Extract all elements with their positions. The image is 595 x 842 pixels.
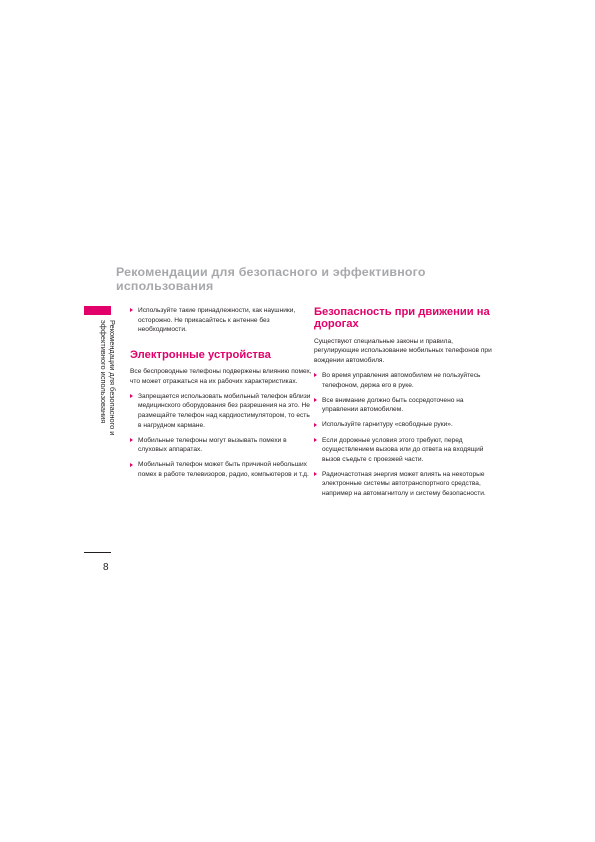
list-item [314,396,497,415]
list-item [130,306,313,335]
side-section-label: Рекомендации для безопасного и эффективного использования [99,320,117,436]
page-number: 8 [103,562,109,573]
side-accent-bar [84,306,111,315]
section-intro: Существуют специальные законы и правила, регулирующие использование мобильных телефонов при вождении автомобиля. [314,337,492,364]
bullet-arrow-icon [130,463,133,467]
bullet-text: Радиочастотная энергия может влиять на некоторые электронные системы автотранспортного средства, например на автомагнитолу и систему безопасности. [322,470,486,498]
list-item [314,371,497,390]
list-item [314,436,497,465]
section-intro: Все беспроводные телефоны подвержены влиянию помех, что может отражаться на их рабочих характеристиках. [130,368,312,385]
bullet-text: Используйте гарнитуру «свободные руки». [322,421,453,429]
list-item [130,392,313,430]
list-item [130,460,313,479]
bullet-arrow-icon [314,398,317,402]
list-item [314,470,497,499]
bullet-text: Запрещается использовать мобильный телефон вблизи медицинского оборудования без разрешения на это. Не размещайте телефон над кардиостимулятором, то есть в нагрудном кармане. [138,392,311,429]
bullet-text: Во время управления автомобилем не пользуйтесь телефоном, держа его в руке. [322,372,481,389]
bullet-arrow-icon [314,438,317,442]
list-item [314,420,497,430]
bullet-arrow-icon [130,394,133,398]
footer-rule [84,552,111,553]
section-heading-road-safety: Безопасность при движении на дорогах [314,306,490,331]
page-title: Рекомендации для безопасного и эффективного использования [116,265,426,293]
bullet-arrow-icon [314,472,317,476]
right-column [314,306,497,504]
bullet-text: Если дорожные условия этого требуют, перед осуществлением вызова или до ответа на входящий вызов съедьте с проезжей части. [322,436,484,463]
list-item [130,436,313,455]
bullet-arrow-icon [130,438,133,442]
bullet-arrow-icon [314,423,317,427]
bullet-text: Мобильный телефон может быть причиной небольших помех в работе телевизоров, радио, компьютеров и т.д. [138,461,309,479]
bullet-text: Все внимание должно быть сосредоточено на управлении автомобилем. [322,396,464,414]
section-heading-electronics: Электронные устройства [130,348,271,361]
bullet-arrow-icon [314,373,317,377]
left-column [130,306,313,485]
bullet-arrow-icon [130,308,133,312]
bullet-text: Используйте такие принадлежности, как наушники, осторожно. Не прикасайтесь к антенне без необходимости. [138,307,296,334]
bullet-text: Мобильные телефоны могут вызывать помехи в слуховых аппаратах. [138,436,287,454]
